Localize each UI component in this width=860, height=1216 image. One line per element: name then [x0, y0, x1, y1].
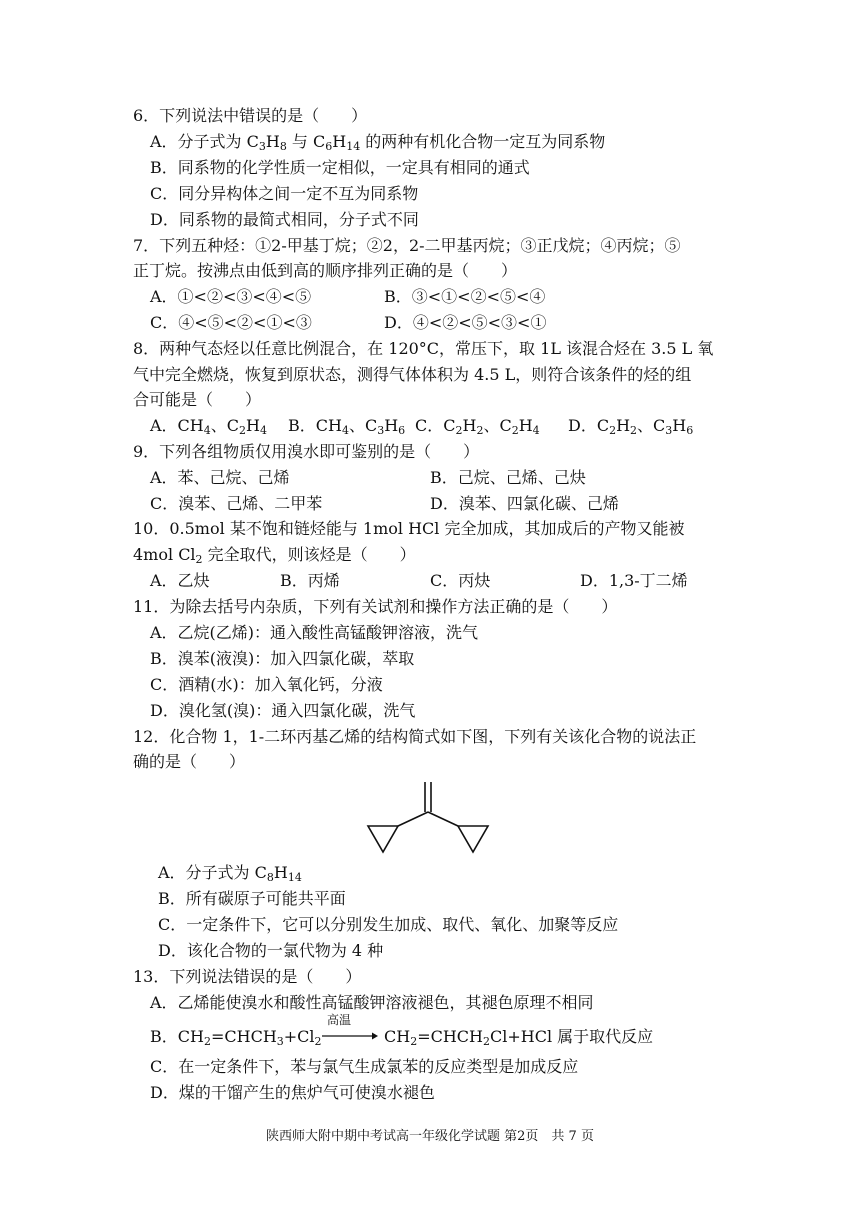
q9-option-a: A．苯、己烷、己烯 [150, 468, 290, 487]
q11-option-d: D．溴化氢(溴)：通入四氯化碳，洗气 [150, 701, 416, 720]
q8-option-a: A．$CH_4$、$C_2H_4$ [150, 416, 267, 437]
q6-option-d: D．同系物的最简式相同，分子式不同 [150, 210, 419, 229]
q9-option-c: C．溴苯、己烯、二甲苯 [150, 494, 323, 513]
q7-option-b: B．③<①<②<⑤<④ [384, 287, 546, 306]
q8-option-b: B．$CH_4$、$C_3H_6$ [288, 416, 406, 437]
q9-option-b: B．己烷、己烯、己炔 [430, 468, 586, 487]
structure-diagram [360, 780, 500, 860]
q7-stem-line2: 正丁烷。按沸点由低到高的顺序排列正确的是（ ） [133, 261, 518, 280]
q8-stem-line2: 气中完全燃烧，恢复到原状态，测得气体体积为 4.5 L，则符合该条件的烃的组 [133, 365, 692, 384]
q9-stem: 9．下列各组物质仅用溴水即可鉴别的是（ ） [133, 442, 480, 461]
q7-stem-line1: 7．下列五种烃：①2-甲基丁烷；②2，2-二甲基丙烷；③正戊烷；④丙烷；⑤ [133, 236, 681, 255]
q13-option-b-products: $CH_2=CHCH_2Cl+HCl$ 属于取代反应 [384, 1027, 654, 1048]
q13-option-d: D．煤的干馏产生的焦炉气可使溴水褪色 [150, 1083, 435, 1102]
q6-stem: 6．下列说法中错误的是（ ） [133, 106, 368, 125]
q10-stem-line2: 4mol $Cl_2$ 完全取代，则该烃是（ ） [133, 545, 416, 566]
q10-option-c: C．丙炔 [430, 571, 491, 590]
q7-option-d: D．④<②<⑤<③<① [384, 313, 547, 332]
q8-option-d: D．$C_2H_2$、$C_3H_6$ [568, 416, 694, 437]
reaction-arrow [322, 1030, 378, 1042]
q10-option-d: D．1,3-丁二烯 [580, 571, 688, 590]
q13-option-b-reactants: B．$CH_2=CHCH_3+Cl_2$ [150, 1027, 322, 1048]
q7-option-a: A．①<②<③<④<⑤ [150, 287, 312, 306]
q10-option-a: A．乙炔 [150, 571, 210, 590]
q10-stem-line1: 10．0.5mol 某不饱和链烃能与 1mol HCl 完全加成，其加成后的产物又能被 [133, 519, 685, 538]
q6-option-c: C．同分异构体之间一定不互为同系物 [150, 184, 419, 203]
q12-stem-line2: 确的是（ ） [133, 752, 246, 771]
q9-option-d: D．溴苯、四氯化碳、己烯 [430, 494, 619, 513]
q11-stem: 11．为除去括号内杂质，下列有关试剂和操作方法正确的是（ ） [133, 597, 618, 616]
q8-option-c: C．$C_2H_2$、$C_2H_4$ [415, 416, 540, 437]
q8-stem-line3: 合可能是（ ） [133, 390, 262, 409]
page-footer: 陕西师大附中期中考试高一年级化学试题 第2页 共 7 页 [266, 1129, 594, 1144]
q13-option-c: C．在一定条件下，苯与氯气生成氯苯的反应类型是加成反应 [150, 1057, 579, 1076]
q12-option-b: B．所有碳原子可能共平面 [158, 889, 346, 908]
q7-option-c: C．④<⑤<②<①<③ [150, 313, 312, 332]
q12-stem-line1: 12．化合物 1，1-二环丙基乙烯的结构简式如下图，下列有关该化合物的说法正 [133, 727, 697, 746]
q8-stem-line1: 8．两种气态烃以任意比例混合，在 120°C，常压下，取 1L 该混合烃在 3.5 L 氧 [133, 339, 714, 358]
q11-option-b: B．溴苯(液溴)：加入四氯化碳，萃取 [150, 649, 415, 668]
q12-option-c: C．一定条件下，它可以分别发生加成、取代、氧化、加聚等反应 [158, 915, 619, 934]
q12-option-d: D．该化合物的一氯代物为 4 种 [158, 941, 384, 960]
q12-option-a: A．分子式为 $C_8H_{14}$ [158, 863, 302, 884]
q11-option-c: C．酒精(水)：加入氧化钙，分液 [150, 675, 383, 694]
q13-reaction-condition: 高温 [327, 1013, 352, 1027]
q6-option-a: A．分子式为 $C_3H_8$ 与 $C_6H_{14}$ 的两种有机化合物一定互为同系物 [150, 132, 606, 153]
q13-stem: 13．下列说法错误的是（ ） [133, 967, 362, 986]
q10-option-b: B．丙烯 [280, 571, 340, 590]
q11-option-a: A．乙烷(乙烯)：通入酸性高锰酸钾溶液，洗气 [150, 623, 479, 642]
q13-option-a: A．乙烯能使溴水和酸性高锰酸钾溶液褪色，其褪色原理不相同 [150, 993, 594, 1012]
q6-option-b: B．同系物的化学性质一定相似，一定具有相同的通式 [150, 158, 530, 177]
